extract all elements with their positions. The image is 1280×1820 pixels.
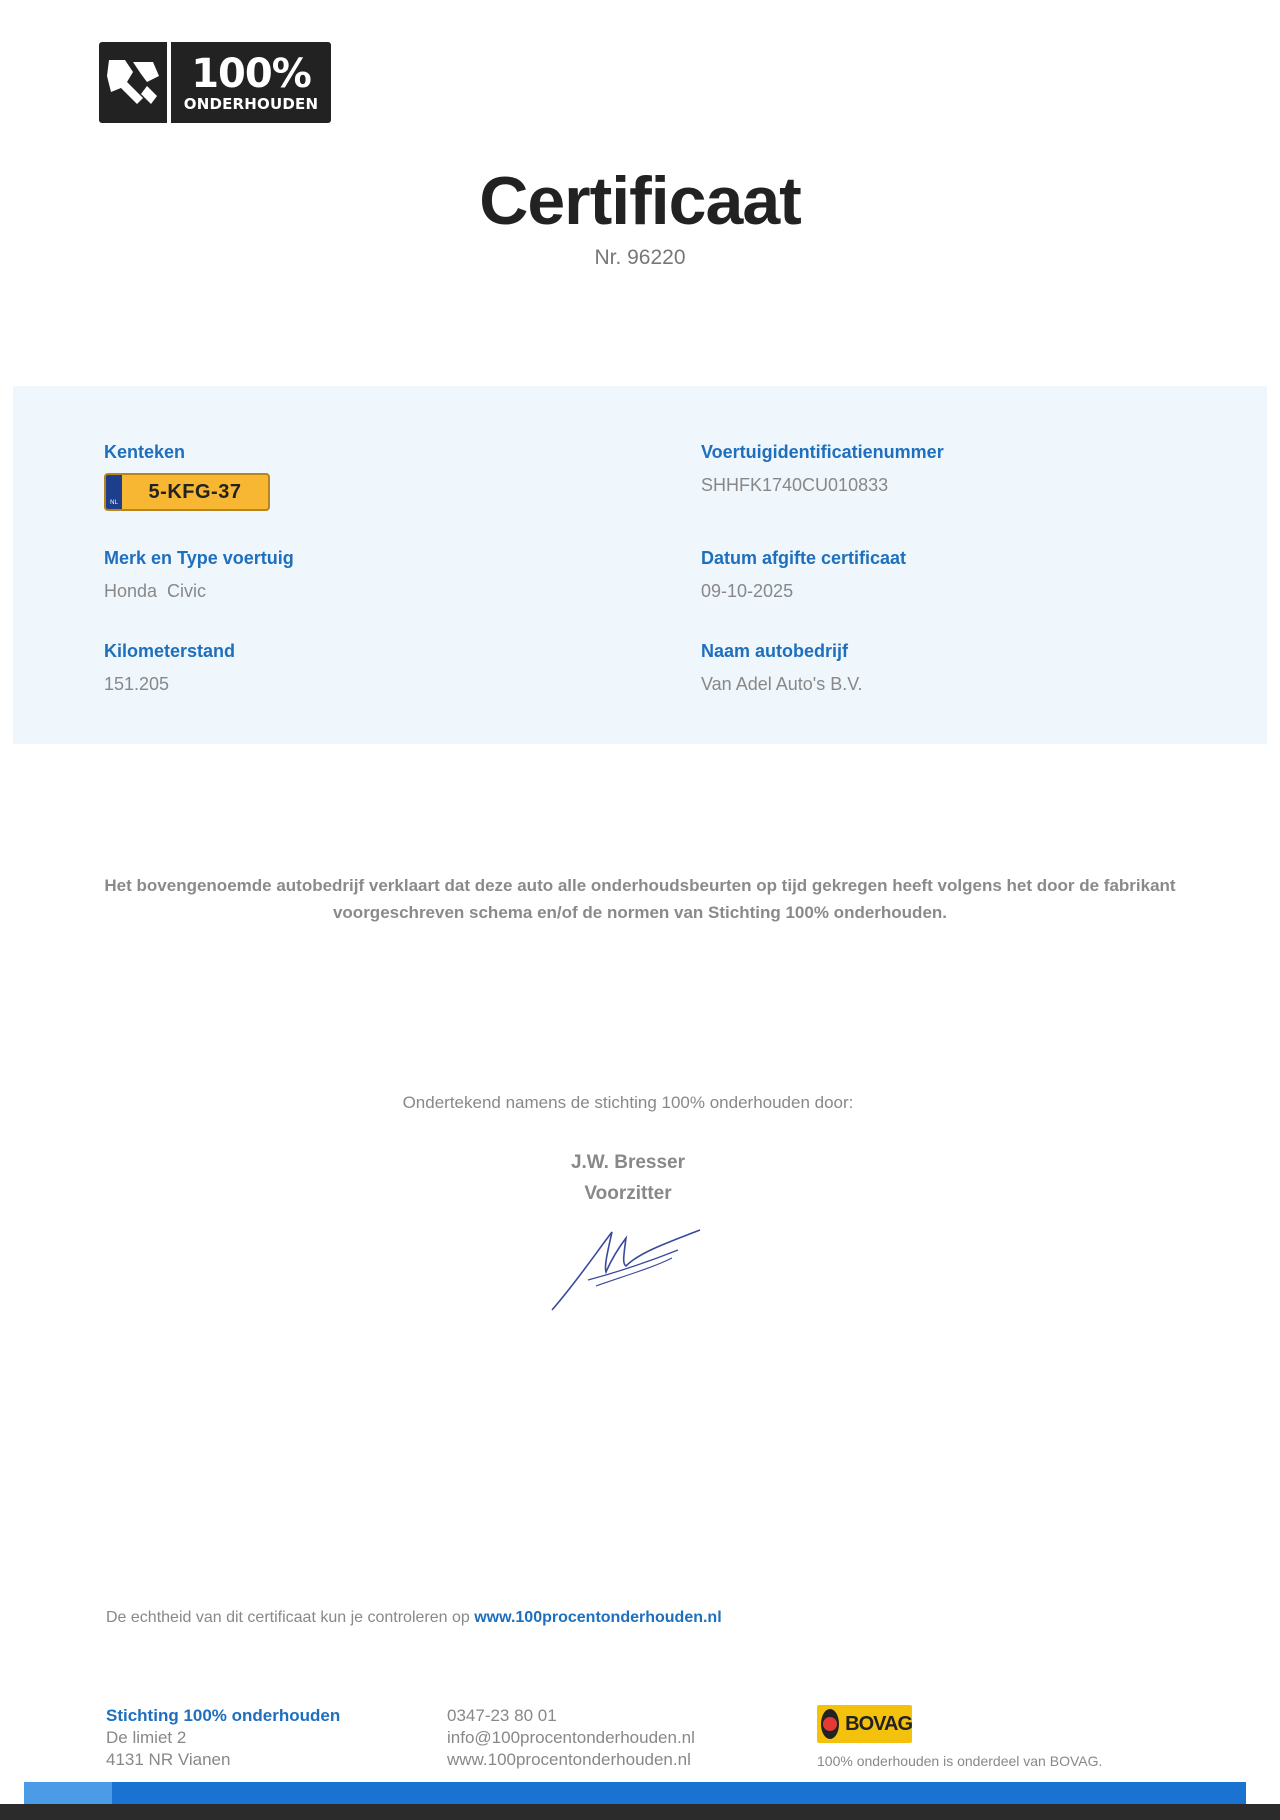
mileage-field xyxy=(104,641,235,695)
logo-percentage: 100% xyxy=(191,50,311,97)
footer-bar xyxy=(24,1782,1246,1804)
brand-logo xyxy=(99,42,331,123)
bovag-logo-text: BOVAG xyxy=(845,1713,912,1735)
footer-website[interactable]: www.100procentonderhouden.nl xyxy=(447,1750,691,1769)
page-bottom-edge xyxy=(0,1804,1280,1820)
company-field xyxy=(701,641,863,695)
make-label: Merk en Type voertuig xyxy=(104,548,294,568)
make-field xyxy=(104,548,294,602)
plate-label: Kenteken xyxy=(104,442,186,462)
vin-label: Voertuigidentificatienummer xyxy=(701,442,944,462)
footer-email[interactable]: info@100procentonderhouden.nl xyxy=(447,1728,695,1747)
signer-block xyxy=(0,1147,1256,1209)
verify-label: De echtheid van dit certificaat kun je controleren op xyxy=(106,1609,475,1626)
wrench-icon xyxy=(99,42,171,123)
date-label: Datum afgifte certificaat xyxy=(701,548,907,568)
statement-line-1: Het bovengenoemde autobedrijf verklaart dat deze auto alle onderhoudsbeurten op tijd gekregen heeft volgens het door de fabrikant xyxy=(104,876,1176,895)
mileage-label: Kilometerstand xyxy=(104,641,236,661)
company-value: Van Adel Auto's B.V. xyxy=(701,674,863,694)
footer-bar-accent xyxy=(24,1782,112,1804)
vin-field xyxy=(701,442,944,496)
footer-phone: 0347-23 80 01 xyxy=(447,1706,557,1725)
eu-flag-icon xyxy=(106,475,122,509)
certificate-number: Nr. 96220 xyxy=(594,246,686,269)
footer-contact xyxy=(447,1705,695,1771)
statement-line-2: voorgeschreven schema en/of de normen van Stichting 100% onderhouden. xyxy=(332,903,948,922)
footer-street: De limiet 2 xyxy=(106,1728,187,1747)
vin-value: SHHFK1740CU010833 xyxy=(701,475,889,495)
bovag-caption: 100% onderhouden is onderdeel van BOVAG. xyxy=(817,1753,1103,1769)
footer-bovag xyxy=(817,1704,1102,1772)
plate-field xyxy=(104,442,270,511)
footer-org-name: Stichting 100% onderhouden xyxy=(106,1706,341,1725)
mileage-value: 151.205 xyxy=(104,674,170,694)
vehicle-info-panel xyxy=(13,386,1267,744)
date-value: 09-10-2025 xyxy=(701,581,794,601)
footer-address xyxy=(106,1705,340,1771)
logo-subtitle: ONDERHOUDEN xyxy=(183,94,319,113)
signer-role: Voorzitter xyxy=(584,1183,672,1204)
signed-by-intro: Ondertekend namens de stichting 100% onderhouden door: xyxy=(402,1093,854,1112)
license-plate xyxy=(104,473,270,511)
bovag-logo xyxy=(817,1704,1102,1744)
verify-link[interactable]: www.100procentonderhouden.nl xyxy=(474,1609,722,1626)
plate-country: NL xyxy=(110,500,118,506)
signer-name: J.W. Bresser xyxy=(570,1152,686,1173)
make-value: Honda Civic xyxy=(104,581,207,601)
footer-city: 4131 NR Vianen xyxy=(106,1750,231,1769)
handwritten-signature xyxy=(548,1210,708,1314)
certification-statement xyxy=(40,872,1240,926)
verify-text xyxy=(106,1609,722,1627)
date-field xyxy=(701,548,906,602)
company-label: Naam autobedrijf xyxy=(701,641,849,661)
bovag-mark-icon xyxy=(821,1709,839,1739)
page-title: Certificaat xyxy=(479,163,801,239)
plate-number: 5-KFG-37 xyxy=(148,480,242,503)
